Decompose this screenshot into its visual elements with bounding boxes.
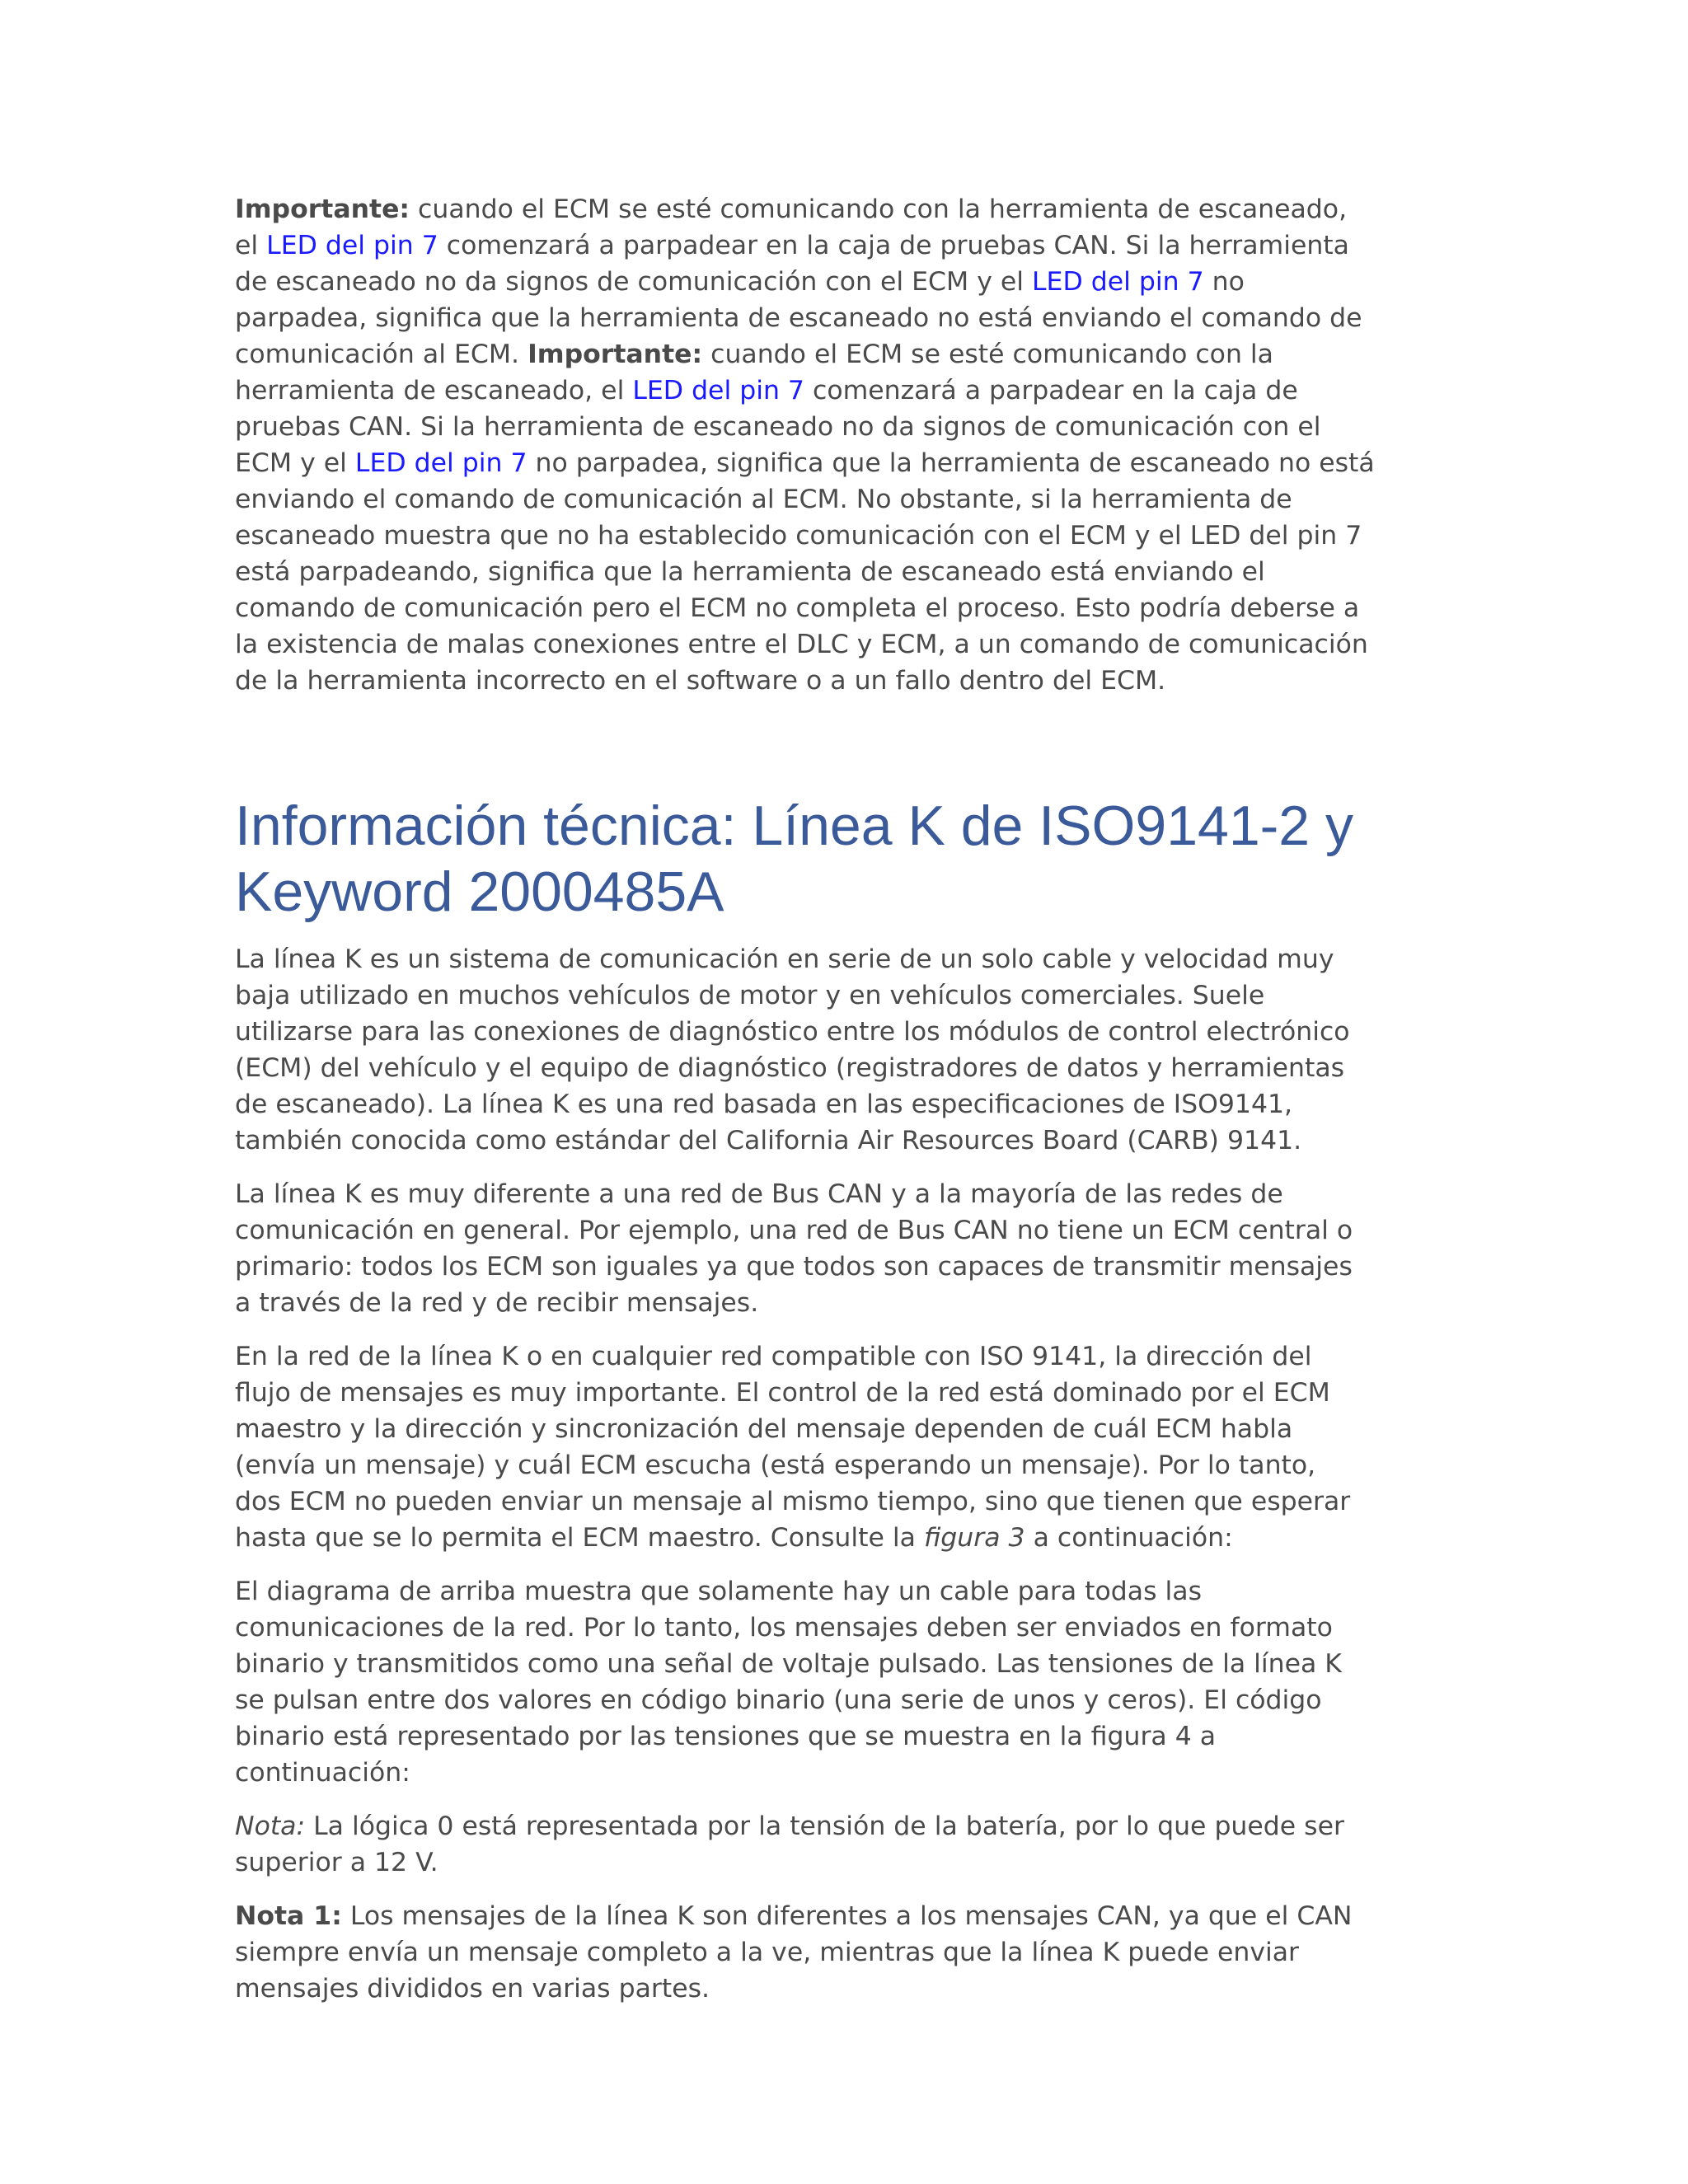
intro-line xyxy=(235,227,1471,264)
led-pin7-link[interactable]: LED del pin 7 xyxy=(354,448,528,478)
note-paragraph xyxy=(235,1808,1471,1881)
paragraph-line: continuación: xyxy=(235,1758,410,1788)
intro-line: escaneado muestra que no ha establecido comunicación con el ECM y el LED del pin 7 xyxy=(235,521,1362,551)
paragraph-line: En la red de la línea K o en cualquier red compatible con ISO 9141, la dirección del xyxy=(235,1342,1312,1371)
heading-line-2: Keyword 2000485A xyxy=(235,860,724,923)
intro-text: cuando el ECM se esté comunicando con la xyxy=(702,340,1273,369)
intro-text: herramienta de escaneado, el xyxy=(235,376,633,405)
paragraph-line: primario: todos los ECM son iguales ya que todos son capaces de transmitir mensajes xyxy=(235,1252,1353,1282)
paragraph-text: hasta que se lo permita el ECM maestro. Consulte la xyxy=(235,1523,924,1553)
paragraph-diagram-description xyxy=(235,1573,1471,1791)
paragraph-line: de escaneado). La línea K es una red basada en las especificaciones de ISO9141, xyxy=(235,1090,1293,1119)
paragraph-line: comunicación en general. Por ejemplo, una red de Bus CAN no tiene un ECM central o xyxy=(235,1216,1353,1245)
paragraph-line: comunicaciones de la red. Por lo tanto, los mensajes deben ser enviados en formato xyxy=(235,1613,1333,1643)
paragraph-line: dos ECM no pueden enviar un mensaje al mismo tiempo, sino que tienen que esperar xyxy=(235,1487,1351,1516)
intro-line xyxy=(235,445,1471,481)
intro-line: está parpadeando, significa que la herramienta de escaneado está enviando el xyxy=(235,557,1265,587)
intro-line xyxy=(235,336,1471,373)
intro-line: pruebas CAN. Si la herramienta de escaneado no da signos de comunicación con el xyxy=(235,412,1321,442)
intro-line: comando de comunicación pero el ECM no completa el proceso. Esto podría deberse a xyxy=(235,593,1360,623)
paragraph-line: siempre envía un mensaje completo a la ve, mientras que la línea K puede enviar xyxy=(235,1938,1300,1967)
important-label: Importante: xyxy=(235,194,410,224)
paragraph-text: a continuación: xyxy=(1025,1523,1233,1553)
paragraph-line: binario está representado por las tensiones que se muestra en la figura 4 a xyxy=(235,1722,1217,1751)
intro-text: el xyxy=(235,231,267,260)
note-1-label: Nota 1: xyxy=(235,1901,342,1931)
note-1-paragraph xyxy=(235,1898,1471,2007)
intro-text: cuando el ECM se esté comunicando con la herramienta de escaneado, xyxy=(410,194,1348,224)
paragraph-line: (ECM) del vehículo y el equipo de diagnóstico (registradores de datos y herramientas xyxy=(235,1053,1345,1083)
heading-line-1: Información técnica: Línea K de ISO9141-2 y xyxy=(235,794,1354,857)
paragraph-line: maestro y la dirección y sincronización del mensaje dependen de cuál ECM habla xyxy=(235,1414,1293,1444)
figure-3-reference: figura 3 xyxy=(923,1523,1025,1553)
paragraph-k-line-vs-can xyxy=(235,1176,1471,1321)
paragraph-line: (envía un mensaje) y cuál ECM escucha (está esperando un mensaje). Por lo tanto, xyxy=(235,1451,1316,1480)
intro-text: comenzará a parpadear en la caja de xyxy=(804,376,1298,405)
paragraph-line: utilizarse para las conexiones de diagnóstico entre los módulos de control electrónico xyxy=(235,1017,1350,1047)
led-pin7-link[interactable]: LED del pin 7 xyxy=(632,376,804,405)
intro-text: no xyxy=(1203,267,1245,297)
paragraph-line xyxy=(235,1898,1471,1934)
section-heading xyxy=(235,793,1471,925)
paragraph-line: superior a 12 V. xyxy=(235,1848,438,1877)
paragraph-message-flow xyxy=(235,1338,1471,1556)
intro-line xyxy=(235,373,1471,409)
paragraph-line: La línea K es un sistema de comunicación en serie de un solo cable y velocidad muy xyxy=(235,944,1334,974)
paragraph-line xyxy=(235,1808,1471,1844)
intro-text: ECM y el xyxy=(235,448,355,478)
paragraph-text: Los mensajes de la línea K son diferentes a los mensajes CAN, ya que el CAN xyxy=(341,1901,1353,1931)
paragraph-line: binario y transmitidos como una señal de voltaje pulsado. Las tensiones de la línea K xyxy=(235,1649,1342,1679)
note-label: Nota: xyxy=(235,1811,306,1841)
paragraph-k-line-intro xyxy=(235,941,1471,1159)
paragraph-line: La línea K es muy diferente a una red de Bus CAN y a la mayoría de las redes de xyxy=(235,1179,1283,1209)
paragraph-line: a través de la red y de recibir mensajes. xyxy=(235,1288,759,1318)
led-pin7-link[interactable]: LED del pin 7 xyxy=(1032,267,1204,297)
paragraph-line xyxy=(235,1520,1471,1556)
paragraph-line: se pulsan entre dos valores en código binario (una serie de unos y ceros). El código xyxy=(235,1685,1322,1715)
intro-line: enviando el comando de comunicación al ECM. No obstante, si la herramienta de xyxy=(235,485,1292,514)
intro-line: parpadea, significa que la herramienta de escaneado no está enviando el comando de xyxy=(235,303,1362,333)
intro-line xyxy=(235,264,1471,300)
paragraph-line: baja utilizado en muchos vehículos de motor y en vehículos comerciales. Suele xyxy=(235,981,1265,1010)
intro-text: de escaneado no da signos de comunicación con el ECM y el xyxy=(235,267,1032,297)
intro-text: comenzará a parpadear en la caja de pruebas CAN. Si la herramienta xyxy=(438,231,1349,260)
intro-text: comunicación al ECM. xyxy=(235,340,528,369)
intro-line xyxy=(235,191,1471,227)
intro-text: no parpadea, significa que la herramienta de escaneado no está xyxy=(527,448,1375,478)
paragraph-text: La lógica 0 está representada por la tensión de la batería, por lo que puede ser xyxy=(305,1811,1344,1841)
intro-line: la existencia de malas conexiones entre el DLC y ECM, a un comando de comunicación xyxy=(235,630,1368,659)
document-content xyxy=(235,191,1471,2007)
intro-line: de la herramienta incorrecto en el software o a un fallo dentro del ECM. xyxy=(235,666,1166,696)
paragraph-line: mensajes divididos en varias partes. xyxy=(235,1974,710,2004)
intro-paragraph xyxy=(235,191,1471,699)
paragraph-line: flujo de mensajes es muy importante. El control de la red está dominado por el ECM xyxy=(235,1378,1330,1408)
paragraph-line: El diagrama de arriba muestra que solamente hay un cable para todas las xyxy=(235,1577,1202,1606)
led-pin7-link[interactable]: LED del pin 7 xyxy=(266,231,438,260)
paragraph-line: también conocida como estándar del California Air Resources Board (CARB) 9141. xyxy=(235,1126,1302,1155)
important-label: Importante: xyxy=(528,340,703,369)
